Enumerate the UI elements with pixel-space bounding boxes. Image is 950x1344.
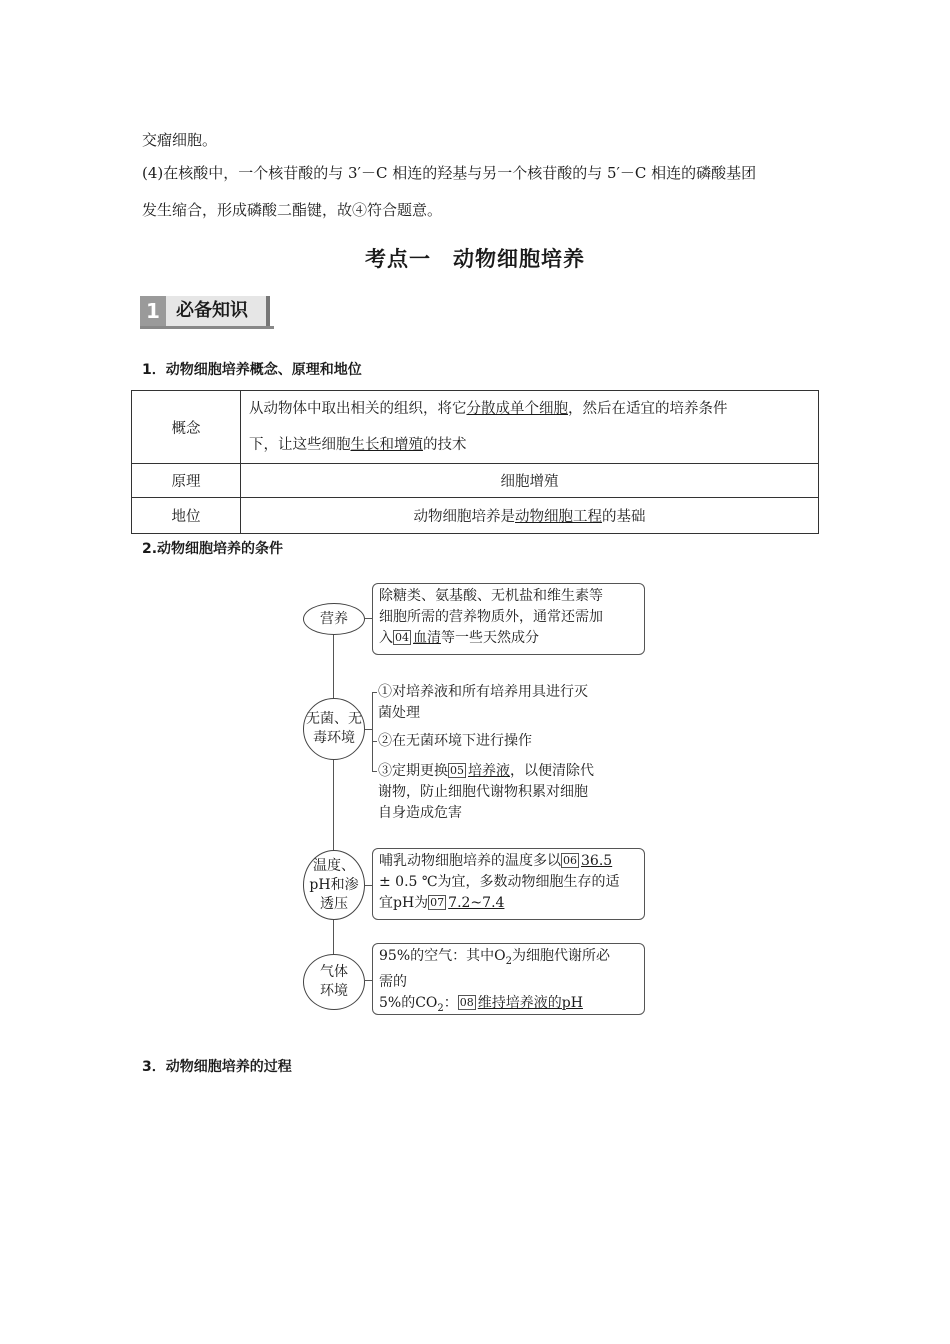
temperature-box: 哺乳动物细胞培养的温度多以 06 36.5 ± 0.5 ℃为宜，多数动物细胞生存的适 宜pH为 07 7.2~7.4 xyxy=(372,848,645,920)
badge-underline xyxy=(140,326,274,329)
connector xyxy=(372,771,377,772)
intro-line-1: 交瘤细胞。 xyxy=(142,131,218,149)
concept-label: 概念 xyxy=(132,391,241,464)
heading-2: 2.动物细胞培养的条件 xyxy=(142,541,284,557)
blank-number: 06 xyxy=(563,854,577,867)
nutrition-box: 除糖类、氨基酸、无机盐和维生素等 细胞所需的营养物质外，通常还需加 入 04 血清等一些天然成分 xyxy=(372,583,645,655)
concept-table xyxy=(131,390,819,534)
node-nutrition: 营养 xyxy=(303,603,365,635)
sterile-item-2: ②在无菌环境下进行操作 xyxy=(378,733,532,749)
gas-box: 95%的空气：其中$O_2$为细胞代谢所必 需的 5%的$CO_2$： 08 维持培养液的pH xyxy=(372,943,645,1015)
blank-number: 07 xyxy=(430,896,445,909)
node-gas: 气体 环境 xyxy=(303,954,365,1010)
bracket-line xyxy=(372,692,373,771)
section-badge xyxy=(140,296,274,326)
blank-number: 04 xyxy=(395,631,409,644)
section-title: 考点一 动物细胞培养 xyxy=(365,247,585,271)
blank-number: 08 xyxy=(459,995,474,1009)
conditions-diagram xyxy=(290,578,655,1018)
status-label: 地位 xyxy=(132,498,241,534)
connector xyxy=(365,618,372,619)
badge-label: 必备知识 xyxy=(166,296,270,326)
heading-1: 1．动物细胞培养概念、原理和地位 xyxy=(142,362,362,378)
connector xyxy=(372,692,377,693)
table-row xyxy=(132,464,819,498)
sterile-item-3: ③定期更换 05 培养液，以便清除代 谢物，防止细胞代谢物积累对细胞 自身造成危害 xyxy=(378,763,594,821)
sterile-item-1: ①对培养液和所有培养用具进行灭 菌处理 xyxy=(378,684,588,721)
badge-number: 1 xyxy=(140,296,166,326)
node-sterile: 无菌、无 毒环境 xyxy=(303,698,365,760)
blank-number: 05 xyxy=(450,764,464,777)
connector xyxy=(365,885,372,886)
connector xyxy=(372,741,377,742)
node-temperature: 温度、 pH和渗 透压 xyxy=(303,850,365,920)
heading-3: 3．动物细胞培养的过程 xyxy=(142,1059,292,1075)
table-row xyxy=(132,498,819,534)
status-text: 动物细胞培养是动物细胞工程的基础 xyxy=(241,498,819,534)
connector xyxy=(365,729,372,730)
concept-text: 从动物体中取出相关的组织，将它分散成单个细胞，然后在适宜的培养条件 下，让这些细胞生长和增殖的技术 xyxy=(241,391,819,464)
principle-text: 细胞增殖 xyxy=(241,464,819,498)
connector xyxy=(365,980,372,981)
principle-label: 原理 xyxy=(132,464,241,498)
table-row xyxy=(132,391,819,464)
intro-line-3: 发生缩合，形成磷酸二酯键，故④符合题意。 xyxy=(142,201,443,219)
intro-line-2: (4)在核酸中，一个核苷酸的与 3′－C 相连的羟基与另一个核苷酸的与 5′－C 相连的磷酸基团 xyxy=(142,164,757,182)
